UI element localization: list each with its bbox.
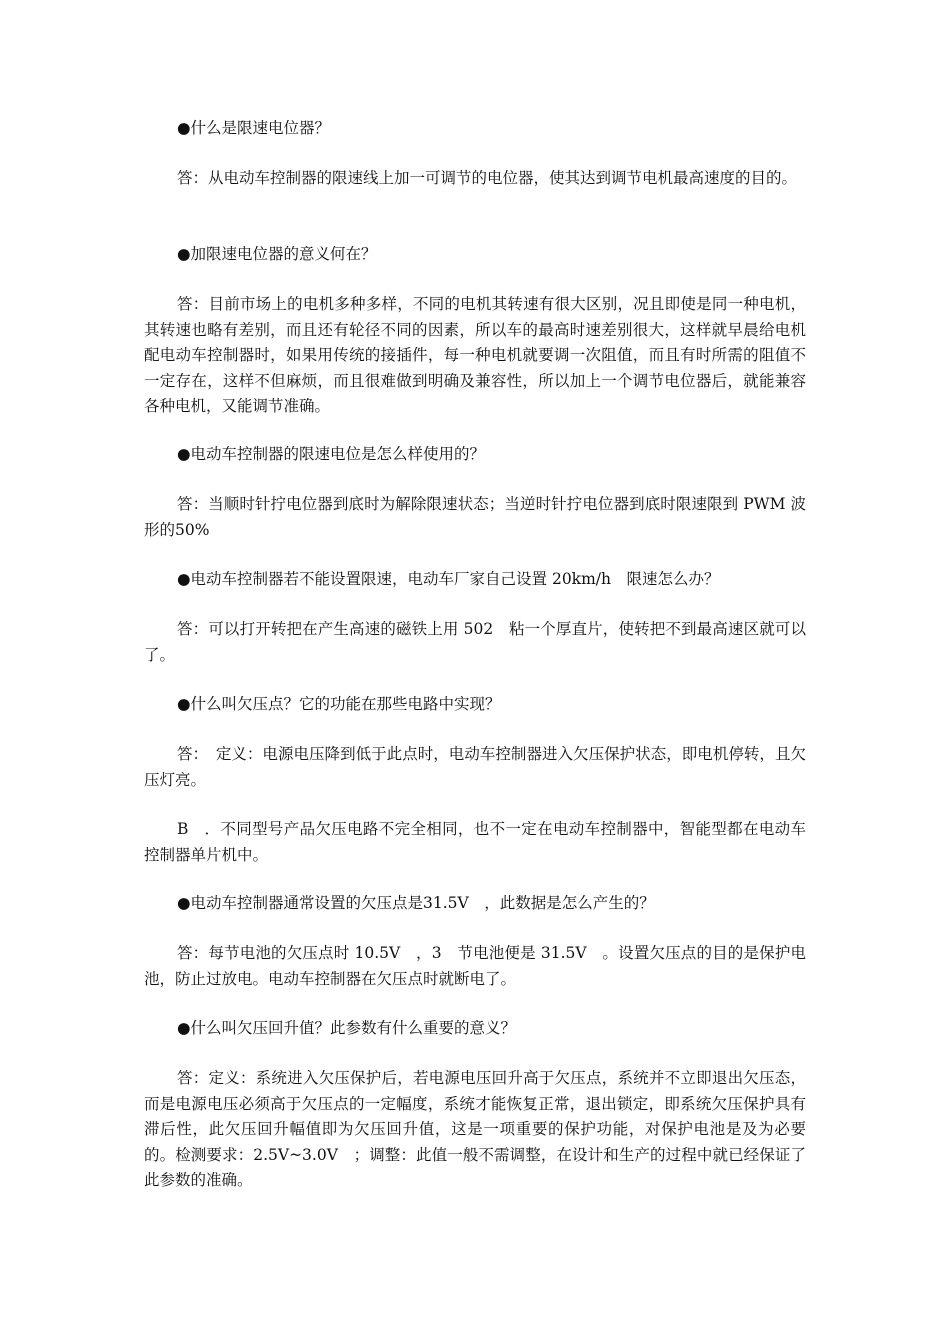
question-2: ●加限速电位器的意义何在？ [177,245,377,263]
question-5: ●什么叫欠压点？它的功能在那些电路中实现？ [177,695,501,713]
answer-1: 答：从电动车控制器的限速线上加一可调节的电位器，使其达到调节电机最高速度的目的。 [177,169,798,187]
answer-2: 答：目前市场上的电机多种多样，不同的电机其转速有很大区别，况且即使是同一种电机，其转速也略有差别，而且还有轮径不同的因素，所以车的最高时速差别很大，这样就早晨给电机配电动车控制器时，如果用传统的接插件，每一种电机就要调一次阻值，而且有时所需的阻值不一定存在，这样不但麻烦，而且很难做到明确及兼容性，所以加上一个调节电位器后，就能兼容各种电机，又能调节准确。 [144,295,806,415]
question-1: ●什么是限速电位器？ [177,119,331,137]
answer-5-part-b: B ．不同型号产品欠压电路不完全相同，也不一定在电动车控制器中，智能型都在电动车控制器单片机中。 [144,820,806,864]
question-7: ●什么叫欠压回升值？此参数有什么重要的意义？ [177,1019,517,1037]
answer-6: 答：每节电池的欠压点时 10.5V ，3 节电池便是 31.5V 。设置欠压点的目的是保护电池，防止过放电。电动车控制器在欠压点时就断电了。 [144,944,806,988]
answer-5: 答： 定义：电源电压降到低于此点时，电动车控制器进入欠压保护状态，即电机停转，且欠压灯亮。 [144,745,806,789]
answer-7: 答：定义：系统进入欠压保护后，若电源电压回升高于欠压点，系统并不立即退出欠压态，而是电源电压必须高于欠压点的一定幅度，系统才能恢复正常，退出锁定，即系统欠压保护具有滞后性，此欠压回升幅值即为欠压回升值，这是一项重要的保护功能，对保护电池是及为必要的。检测要求：2.5V~3.0V ；调整：此值一般不需调整，在设计和生产的过程中就已经保证了此参数的准确。 [144,1069,806,1189]
question-6: ●电动车控制器通常设置的欠压点是31.5V ，此数据是怎么产生的？ [177,894,655,912]
question-3: ●电动车控制器的限速电位是怎么样使用的？ [177,445,486,463]
answer-3: 答：当顺时针拧电位器到底时为解除限速状态；当逆时针拧电位器到底时限速限到 PWM 波形的50% [144,495,806,539]
answer-4: 答：可以打开转把在产生高速的磁铁上用 502 粘一个厚直片，使转把不到最高速区就可以了。 [144,620,806,664]
question-4: ●电动车控制器若不能设置限速，电动车厂家自己设置 20km/h 限速怎么办？ [177,570,720,588]
